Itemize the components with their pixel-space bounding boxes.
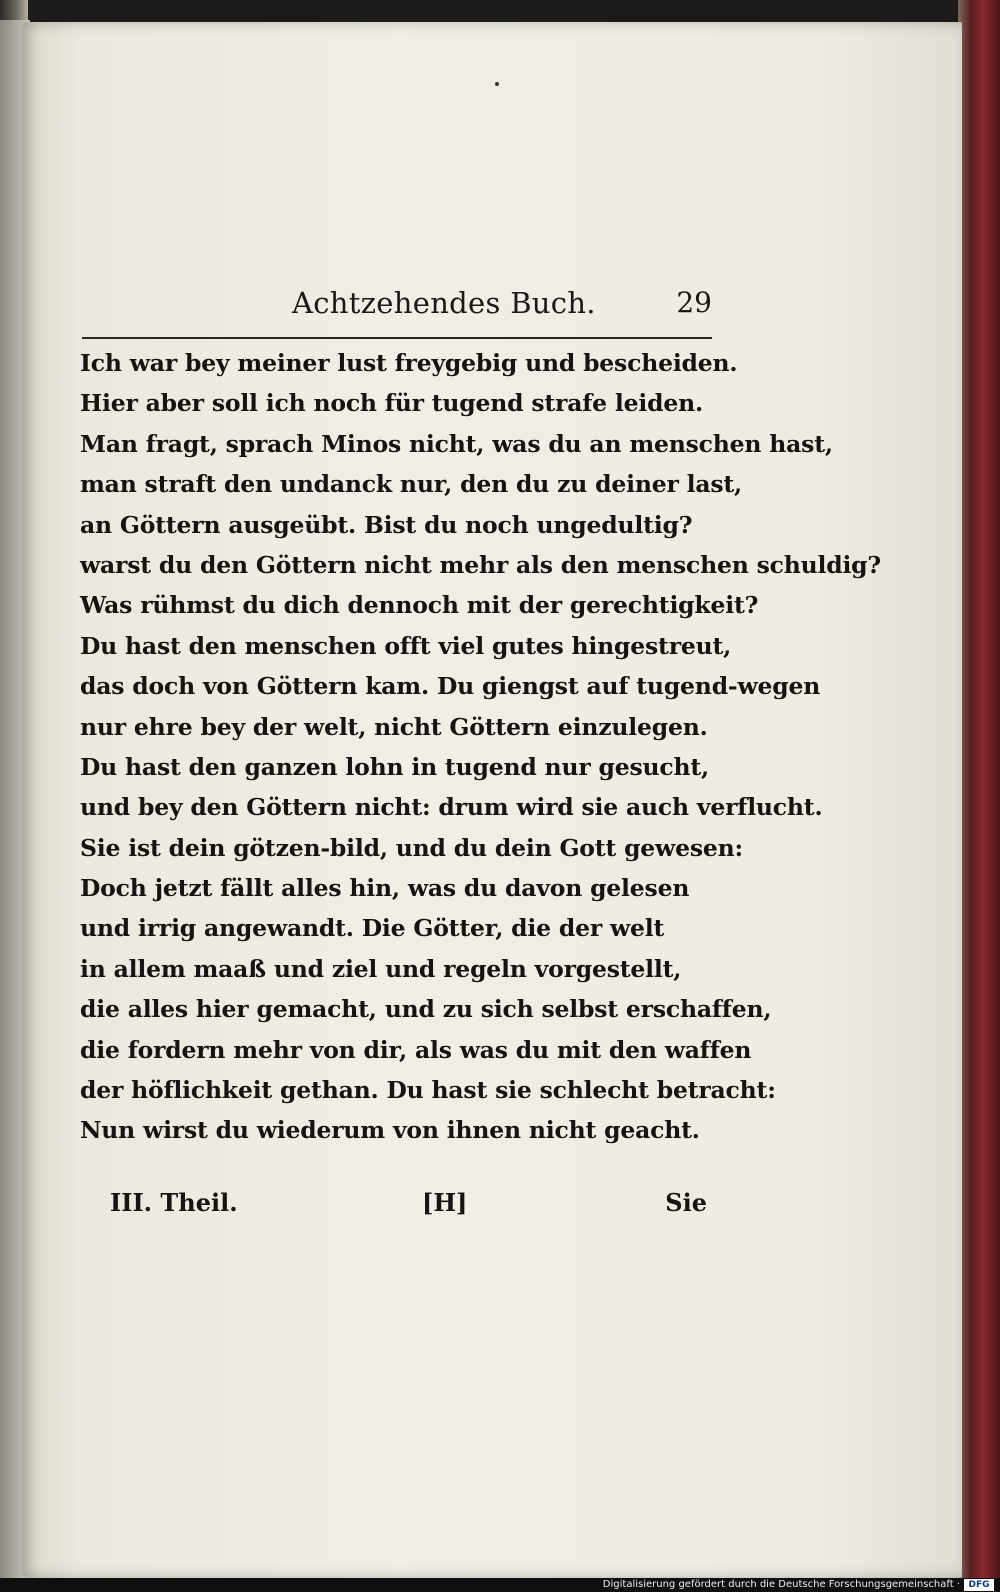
- verse-line: Man fragt, sprach Minos nicht, was du an menschen hast,: [80, 429, 833, 458]
- digitization-credit: Digitalisierung gefördert durch die Deutsche Forschungsgemeinschaft ·: [602, 1579, 960, 1590]
- dfg-logo-icon: DFG: [964, 1579, 994, 1591]
- verse-line: und irrig angewandt. Die Götter, die der welt: [80, 914, 665, 943]
- book-binding-edge: [958, 0, 1000, 1580]
- catchword: Sie: [665, 1188, 707, 1217]
- verse-line: die alles hier gemacht, und zu sich selbst erschaffen,: [80, 995, 772, 1024]
- verse-line: Hier aber soll ich noch für tugend strafe leiden.: [80, 389, 703, 418]
- verse-line: der höflichkeit gethan. Du hast sie schlecht betracht:: [80, 1076, 776, 1105]
- verse-line: an Göttern ausgeübt. Bist du noch ungedultig?: [80, 510, 693, 539]
- running-title: Achtzehendes Buch.: [292, 286, 596, 320]
- verse-line: Doch jetzt fällt alles hin, was du davon gelesen: [80, 874, 690, 903]
- verse-line: Nun wirst du wiederum von ihnen nicht geacht.: [80, 1116, 700, 1145]
- verse-text: [80, 343, 881, 1151]
- verse-line: Was rühmst du dich dennoch mit der gerechtigkeit?: [80, 591, 759, 620]
- verse-line: die fordern mehr von dir, als was du mit den waffen: [80, 1035, 752, 1064]
- page-footer: [82, 1188, 707, 1228]
- verse-line: Ich war bey meiner lust freygebig und bescheiden.: [80, 349, 738, 377]
- verse-line: Du hast den ganzen lohn in tugend nur gesucht,: [80, 752, 710, 781]
- page-number: 29: [676, 286, 712, 319]
- verse-line: und bey den Göttern nicht: drum wird sie auch verflucht.: [80, 793, 823, 822]
- page-header: [82, 286, 712, 330]
- verse-line: nur ehre bey der welt, nicht Göttern einzulegen.: [80, 712, 708, 741]
- verse-line: Du hast den menschen offt viel gutes hingestreut,: [80, 631, 732, 660]
- header-rule: [82, 337, 712, 339]
- verse-line: man straft den undanck nur, den du zu deiner last,: [80, 470, 743, 499]
- verse-line: das doch von Göttern kam. Du giengst auf tugend-wegen: [80, 672, 821, 701]
- verse-line: warst du den Göttern nicht mehr als den menschen schuldig?: [80, 550, 881, 579]
- verse-line: Sie ist dein götzen-bild, und du dein Gott gewesen:: [80, 833, 743, 862]
- verse-line: in allem maaß und ziel und regeln vorgestellt,: [80, 954, 682, 983]
- credit-bar: [0, 1578, 1000, 1592]
- ink-speck: [495, 82, 499, 86]
- sheet-signature: [H]: [422, 1188, 468, 1217]
- volume-signature: III. Theil.: [110, 1188, 238, 1217]
